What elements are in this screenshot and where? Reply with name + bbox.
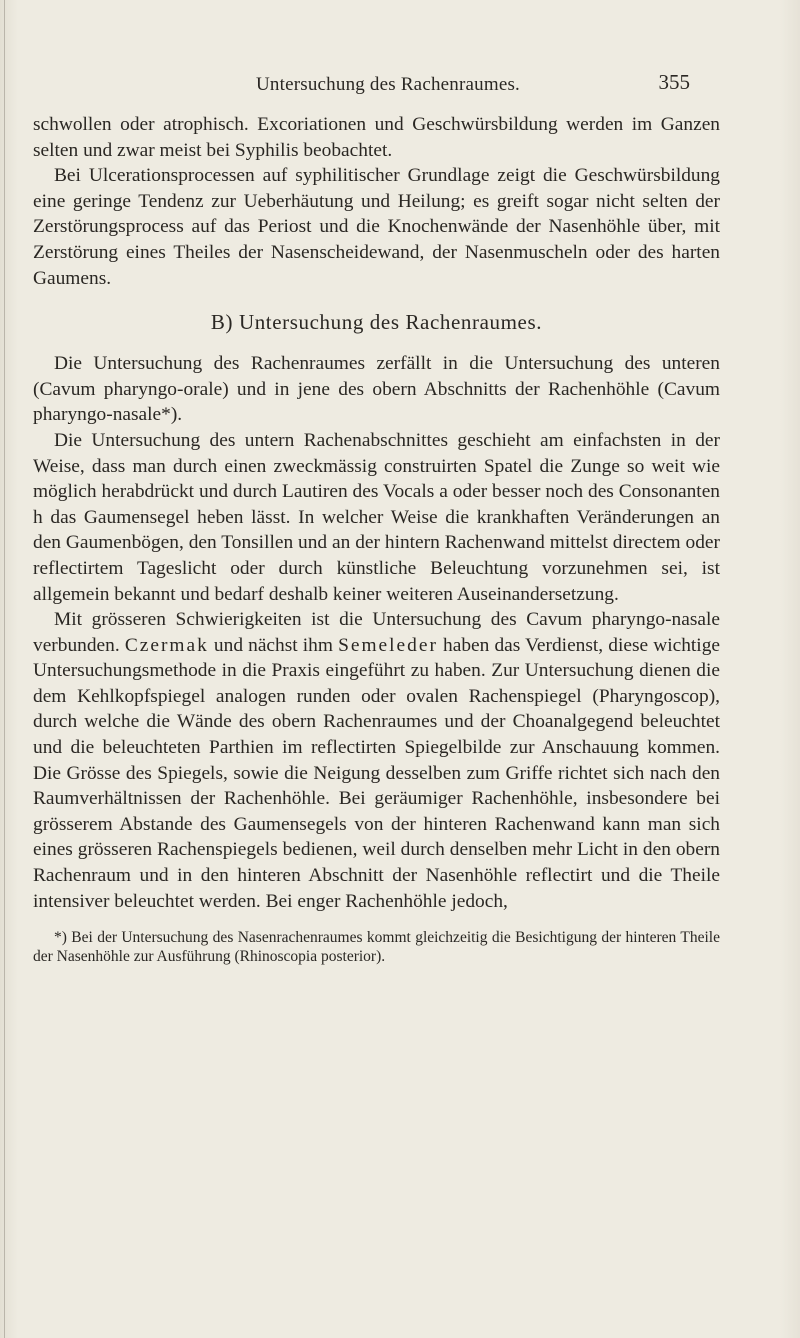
paragraph-5-text-c: haben das Verdienst, diese wichtige Untersuchungsmethode in die Praxis eingeführt zu haben. Zur Untersuchung dienen die dem Kehlkopfspiegel analogen runden oder ovalen Rachenspiegel (Pharyngoscop), durch welche die Wände des obern Rachenraumes und der Choanalgegend beleuchtet und die beleuchteten Parthien im reflectirten Spiegelbilde zur Anschauung kommen. Die Grösse des Spiegels, sowie die Neigung desselben zum Griffe richtet sich nach den Raumverhältnissen der Rachenhöhle. Bei geräumiger Rachenhöhle, insbesondere bei grösserem Abstande des Gaumensegels von der hinteren Rachenwand kann man sich eines grösseren Rachenspiegels bedienen, weil durch denselben mehr Licht in den obern Rachenraum und in den hinteren Abschnitt der Nasenhöhle reflectirt und die Theile intensiver beleuchtet werden. Bei enger Rachenhöhle jedoch, (33, 634, 720, 912)
paragraph-2: Bei Ulcerationsprocessen auf syphilitischer Grundlage zeigt die Geschwürsbildung eine geringe Tendenz zur Ueberhäutung und Heilung; es greift sogar nicht selten der Zerstörungsprocess auf das Periost und die Knochenwände der Nasenhöhle über, mit Zerstörung eines Theiles der Nasenscheidewand, der Nasenmuscheln oder des harten Gaumens. (33, 165, 720, 289)
page-body (33, 112, 720, 966)
author-name-czermak: Czermak (124, 634, 209, 656)
footnote: *) Bei der Untersuchung des Nasenrachenraumes kommt gleichzeitig die Besichtigung der hinteren Theile der Nasenhöhle zur Ausführung (Rhinoscopia posterior). (33, 929, 720, 966)
running-title: Untersuchung des Rachenraumes. (256, 74, 521, 95)
paragraph-1: schwollen oder atrophisch. Excoriationen und Geschwürsbildung werden im Ganzen selten und zwar meist bei Syphilis beobachtet. (33, 114, 720, 161)
paragraph-5 (33, 607, 720, 914)
paragraph-5-text-b: und nächst ihm (208, 634, 339, 656)
section-heading: B) Untersuchung des Rachenraumes. (210, 310, 543, 335)
paragraph-4: Die Untersuchung des untern Rachenabschnittes geschieht am einfachsten in der Weise, dass man durch einen zweckmässig construirten Spatel die Zunge so weit wie möglich herabdrückt und durch Lautiren des Vocals a oder besser noch des Consonanten h das Gaumensegel heben lässt. In welcher Weise die krankhaften Veränderungen an den Gaumenbögen, den Tonsillen und an der hintern Rachenwand mittelst directem oder reflectirtem Tageslicht oder durch künstliche Beleuchtung vorzunehmen sei, ist allgemein bekannt und bedarf deshalb keiner weiteren Auseinandersetzung. (33, 429, 720, 605)
page-edge (4, 0, 5, 1338)
author-name-semeleder: Semeleder (338, 634, 438, 656)
paragraph-3: Die Untersuchung des Rachenraumes zerfällt in die Untersuchung des unteren (Cavum pharyngo-orale) und in jene des obern Abschnitts der Rachenhöhle (Cavum pharyngo-nasale*). (33, 353, 720, 426)
page-number: 355 (658, 70, 690, 94)
paragraph-5-text-a: Mit grösseren Schwierigkeiten ist die Untersuchung des Cavum pharyngo-nasale verbunden. (33, 609, 720, 656)
